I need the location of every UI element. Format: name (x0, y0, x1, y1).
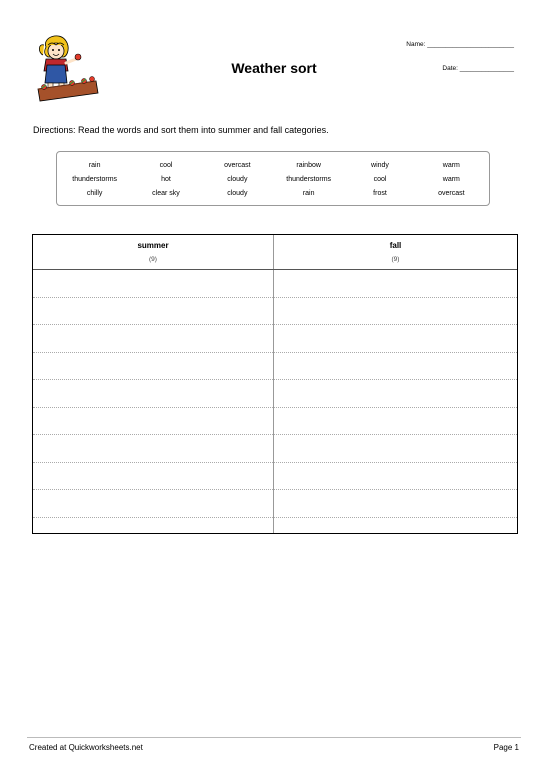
word-bank-item: clear sky (152, 190, 180, 197)
date-field-line[interactable]: Date: _______________ (442, 65, 514, 72)
sort-table (32, 234, 518, 534)
word-bank-item: cool (373, 176, 387, 183)
footer-page-number: Page 1 (493, 743, 519, 752)
column-count: (9) (149, 256, 157, 263)
word-bank-item: cloudy (227, 176, 248, 183)
answer-line[interactable] (33, 352, 517, 353)
answer-line[interactable] (33, 462, 517, 463)
word-bank-item: overcast (438, 190, 465, 197)
word-bank-item: overcast (224, 162, 251, 169)
answer-line[interactable] (33, 407, 517, 408)
answer-line[interactable] (33, 489, 517, 490)
word-bank-item: thunderstorms (286, 176, 332, 183)
word-bank-item: chilly (86, 190, 103, 197)
directions-text: Directions: Read the words and sort them into summer and fall categories. (33, 125, 329, 135)
answer-line[interactable] (33, 324, 517, 325)
page-title: Weather sort (231, 60, 317, 76)
word-bank-item: rain (88, 162, 101, 169)
name-field-line[interactable]: Name: ________________________ (406, 41, 514, 48)
word-bank-item: cool (159, 162, 173, 169)
column-header-fall (274, 241, 517, 263)
column-count: (9) (391, 256, 400, 263)
word-bank-item: frost (373, 190, 387, 197)
answer-line[interactable] (33, 434, 517, 435)
column-header-summer (33, 241, 273, 263)
word-bank-item: warm (442, 162, 460, 169)
word-bank-item: warm (442, 176, 460, 183)
word-bank-item: windy (371, 162, 389, 169)
answer-line[interactable] (33, 379, 517, 380)
answer-line[interactable] (33, 297, 517, 298)
word-bank-grid (59, 159, 487, 201)
footer-divider (27, 737, 521, 738)
answer-line[interactable] (33, 517, 517, 518)
footer-credit: Created at Quickworksheets.net (29, 743, 143, 752)
word-bank-item: rain (302, 190, 315, 197)
word-bank-item: hot (161, 176, 171, 183)
word-bank (56, 151, 490, 206)
word-bank-item: thunderstorms (72, 176, 118, 183)
word-bank-item: rainbow (296, 162, 321, 169)
header-rule (33, 269, 517, 270)
word-bank-item: cloudy (227, 190, 248, 197)
column-heading: fall (389, 241, 402, 250)
column-heading: summer (137, 241, 169, 250)
